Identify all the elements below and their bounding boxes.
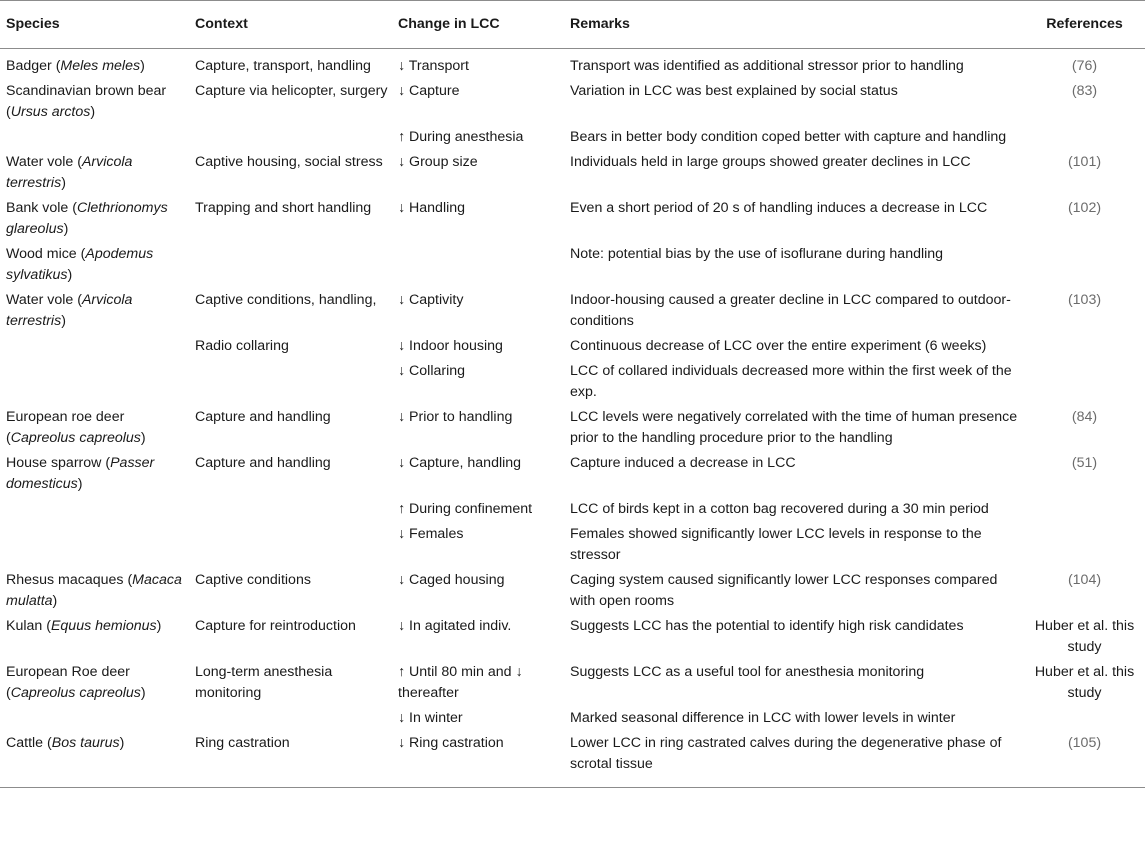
context-cell: Captive housing, social stress: [195, 154, 383, 170]
species-scientific: Arvicola terrestris: [6, 154, 133, 191]
species-close: ): [77, 476, 83, 492]
context-cell: Capture via helicopter, surgery: [195, 83, 388, 99]
table-row: [0, 242, 1145, 288]
reference-text: (103): [1067, 292, 1102, 308]
species-cell: [0, 79, 189, 125]
context-cell: [189, 497, 392, 522]
species-scientific: Meles meles: [60, 58, 141, 74]
species-close: ): [52, 593, 58, 609]
context-cell: Capture, transport, handling: [195, 58, 371, 74]
species-cell: [0, 731, 189, 788]
species-close: ): [140, 58, 145, 74]
species-close: ): [140, 685, 146, 701]
change-cell: ↓ Caged housing: [398, 572, 505, 588]
species-common: Rhesus macaques (: [6, 572, 133, 588]
table-row: [0, 451, 1145, 497]
reference-cell: [1024, 568, 1145, 614]
table-row: [0, 79, 1145, 125]
species-close: ): [61, 175, 66, 191]
reference-cell: [1024, 731, 1145, 788]
species-scientific: Ursus arctos: [10, 104, 91, 120]
change-cell: ↓ Group size: [398, 154, 478, 170]
species-cell: [0, 614, 189, 660]
reference-cell: [1024, 451, 1145, 497]
species-cell: [0, 405, 189, 451]
species-common: Badger (: [6, 58, 61, 74]
species-close: ): [63, 221, 69, 237]
change-cell: ↓ Indoor housing: [398, 338, 503, 354]
remarks-cell: Transport was identified as additional stressor prior to handling: [570, 58, 964, 74]
species-cell: [0, 497, 189, 522]
species-common: Cattle (: [6, 735, 52, 751]
reference-text: (84): [1071, 409, 1098, 425]
species-scientific: Apodemus sylvatikus: [6, 246, 154, 283]
remarks-cell: Indoor-housing caused a greater decline in LCC compared to outdoor- conditions: [570, 292, 1011, 329]
species-close: ): [61, 313, 66, 329]
context-cell: [189, 242, 392, 288]
species-close: ): [140, 430, 146, 446]
change-cell: ↓ Collaring: [398, 363, 466, 379]
change-cell: ↓ Ring castration: [392, 731, 564, 788]
reference-cell: [1024, 522, 1145, 568]
reference-cell: [1024, 242, 1145, 288]
table-row: [0, 150, 1145, 196]
header-species: Species: [0, 1, 189, 49]
reference-text: (83): [1071, 83, 1098, 99]
header-change: Change in LCC: [392, 1, 564, 49]
species-cell: [0, 288, 189, 334]
species-close: ): [67, 267, 73, 283]
context-cell: [189, 522, 392, 568]
context-cell: Long-term anesthesia monitoring: [195, 664, 333, 701]
remarks-cell: Suggests LCC as a useful tool for anesthesia monitoring: [570, 664, 925, 680]
reference-cell: [1024, 196, 1145, 242]
reference-cell: [1024, 79, 1145, 125]
table-row: [0, 334, 1145, 359]
table-row: [0, 125, 1145, 150]
change-cell: ↓ In winter: [398, 710, 463, 726]
context-cell: [189, 706, 392, 731]
table-row: [0, 49, 1145, 80]
change-cell: [392, 242, 564, 288]
change-cell: ↑ During anesthesia: [398, 129, 524, 145]
header-remarks: Remarks: [564, 1, 1024, 49]
species-close: ): [156, 618, 162, 634]
remarks-cell: Note: potential bias by the use of isoflurane during handling: [570, 246, 944, 262]
table-row: [0, 660, 1145, 706]
change-cell: ↓ In agitated indiv.: [398, 618, 512, 634]
species-common: European Roe deer (: [6, 664, 130, 701]
reference-cell: [1024, 150, 1145, 196]
context-cell: Capture and handling: [195, 455, 331, 471]
reference-text: (102): [1067, 200, 1102, 216]
table-row: [0, 288, 1145, 334]
remarks-cell: Even a short period of 20 s of handling induces a decrease in LCC: [570, 200, 988, 216]
species-scientific: Capreolus capreolus: [10, 430, 141, 446]
species-common: Wood mice (: [6, 246, 86, 262]
species-cell: [0, 359, 189, 405]
change-cell: ↓ Capture: [398, 83, 460, 99]
reference-cell: [1024, 706, 1145, 731]
species-scientific: Bos taurus: [51, 735, 120, 751]
reference-text: (76): [1071, 58, 1098, 74]
change-cell: ↓ Capture, handling: [398, 455, 522, 471]
remarks-cell: LCC levels were negatively correlated with the time of human presence prior to the handling procedure prior to the handling: [570, 409, 1018, 446]
remarks-cell: Lower LCC in ring castrated calves during the degenerative phase of scrotal tissue: [564, 731, 1024, 788]
species-scientific: Capreolus capreolus: [10, 685, 141, 701]
remarks-cell: Individuals held in large groups showed greater declines in LCC: [570, 154, 971, 170]
context-cell: Radio collaring: [195, 338, 289, 354]
change-cell: ↑ Until 80 min and ↓ thereafter: [398, 664, 523, 701]
change-cell: ↓ Prior to handling: [398, 409, 513, 425]
context-cell: [189, 125, 392, 150]
context-cell: Trapping and short handling: [195, 200, 372, 216]
remarks-cell: Bears in better body condition coped better with capture and handling: [570, 129, 1007, 145]
table-row: [0, 359, 1145, 405]
context-cell: [189, 359, 392, 405]
remarks-cell: Continuous decrease of LCC over the entire experiment (6 weeks): [570, 338, 987, 354]
change-cell: ↓ Captivity: [398, 292, 464, 308]
species-scientific: Equus hemionus: [50, 618, 157, 634]
remarks-cell: Suggests LCC has the potential to identify high risk candidates: [570, 618, 964, 634]
species-cell: [0, 568, 189, 614]
remarks-cell: Caging system caused significantly lower LCC responses compared with open rooms: [570, 572, 998, 609]
reference-cell: [1024, 49, 1145, 80]
remarks-cell: LCC of collared individuals decreased more within the first week of the exp.: [570, 363, 1012, 400]
reference-cell: [1024, 334, 1145, 359]
reference-cell: [1024, 405, 1145, 451]
table-body: [0, 49, 1145, 788]
reference-cell: [1024, 660, 1145, 706]
context-cell: Capture for reintroduction: [195, 618, 356, 634]
species-common: Water vole (: [6, 154, 82, 170]
table-row: [0, 196, 1145, 242]
reference-cell: [1024, 614, 1145, 660]
species-cell: [0, 660, 189, 706]
table-row: [0, 731, 1145, 788]
species-cell: [0, 150, 189, 196]
header-row: [0, 1, 1145, 49]
remarks-cell: LCC of birds kept in a cotton bag recovered during a 30 min period: [570, 501, 989, 517]
change-cell: ↑ During confinement: [398, 501, 533, 517]
header-context: Context: [189, 1, 392, 49]
context-cell: Capture and handling: [195, 409, 331, 425]
context-cell: Captive conditions: [195, 572, 311, 588]
remarks-cell: Females showed significantly lower LCC levels in response to the stressor: [570, 526, 982, 563]
reference-cell: [1024, 125, 1145, 150]
reference-text: (105): [1067, 735, 1102, 751]
context-cell: Captive conditions, handling,: [195, 292, 377, 308]
remarks-cell: Variation in LCC was best explained by social status: [570, 83, 898, 99]
reference-text: (101): [1067, 154, 1102, 170]
species-cell: [0, 706, 189, 731]
reference-cell: [1024, 359, 1145, 405]
species-common: Water vole (: [6, 292, 82, 308]
species-cell: [0, 334, 189, 359]
species-cell: [0, 196, 189, 242]
reference-text: Huber et al. this study: [1034, 618, 1135, 655]
species-common: House sparrow (: [6, 455, 111, 471]
species-cell: [0, 49, 189, 80]
reference-text: (104): [1067, 572, 1102, 588]
table-row: [0, 405, 1145, 451]
remarks-cell: Capture induced a decrease in LCC: [570, 455, 796, 471]
change-cell: ↓ Females: [398, 526, 464, 542]
reference-cell: [1024, 288, 1145, 334]
species-cell: [0, 242, 189, 288]
species-close: ): [90, 104, 96, 120]
table-row: [0, 614, 1145, 660]
table-row: [0, 522, 1145, 568]
species-scientific: Passer domesticus: [6, 455, 155, 492]
species-common: Bank vole (: [6, 200, 77, 216]
reference-text: (51): [1071, 455, 1098, 471]
header-references: References: [1024, 1, 1145, 49]
species-scientific: Arvicola terrestris: [6, 292, 133, 329]
species-cell: [0, 125, 189, 150]
change-cell: ↓ Handling: [398, 200, 466, 216]
species-scientific: Clethrionomys glareolus: [6, 200, 168, 237]
species-scientific: Macaca mulatta: [6, 572, 182, 609]
species-common: Kulan (: [6, 618, 51, 634]
reference-cell: [1024, 497, 1145, 522]
table-row: [0, 497, 1145, 522]
remarks-cell: Marked seasonal difference in LCC with lower levels in winter: [570, 710, 956, 726]
species-cell: [0, 451, 189, 497]
species-common: Scandinavian brown bear (: [6, 83, 167, 120]
table-row: [0, 568, 1145, 614]
reference-text: Huber et al. this study: [1034, 664, 1135, 701]
species-cell: [0, 522, 189, 568]
change-cell: ↓ Transport: [398, 58, 469, 74]
species-common: European roe deer (: [6, 409, 125, 446]
species-close: ): [119, 735, 125, 751]
context-cell: Ring castration: [189, 731, 392, 788]
table-row: [0, 706, 1145, 731]
